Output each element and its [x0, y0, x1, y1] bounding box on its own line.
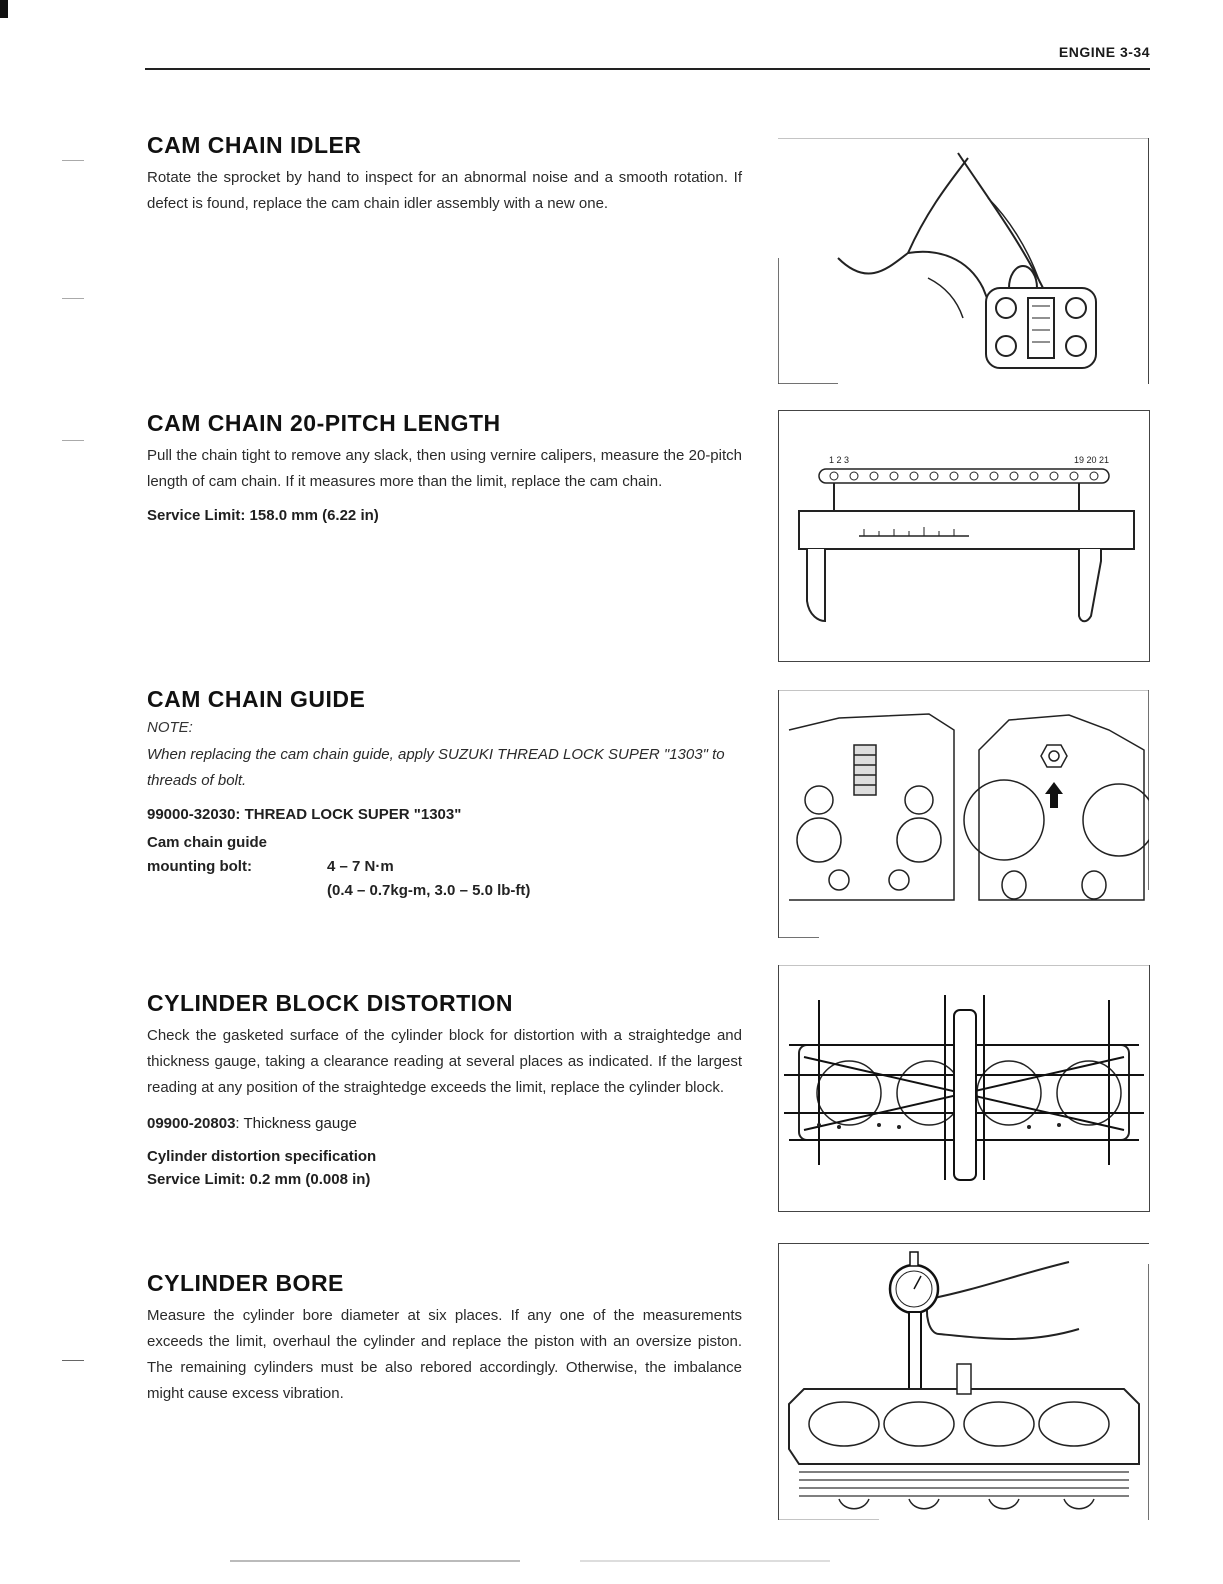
figure-chain-caliper [778, 410, 1150, 662]
torque-value: 4 – 7 N·m [327, 858, 394, 875]
section-heading: CYLINDER BORE [147, 1270, 344, 1296]
margin-tick [62, 298, 84, 299]
scan-edge-mark [0, 0, 8, 18]
torque-alt: (0.4 – 0.7kg-m, 3.0 – 5.0 lb-ft) [327, 882, 531, 899]
margin-tick [62, 160, 84, 161]
section-body: Measure the cylinder bore diameter at six places. If any one of the measurements exceeds the limit, overhaul the cylinder and replace the piston with an oversize piston. The remaining cylinders must be also rebored accordingly. Otherwise, the imbalance might cause excess vibration. [147, 1307, 742, 1402]
section-heading: CAM CHAIN IDLER [147, 132, 362, 158]
margin-tick [62, 440, 84, 441]
note-label: NOTE: [147, 719, 193, 736]
thread-lock-part: 99000-32030: THREAD LOCK SUPER "1303" [147, 806, 462, 823]
footer-line [230, 1560, 520, 1562]
section-heading: CYLINDER BLOCK DISTORTION [147, 990, 514, 1016]
figure-bore-gauge [778, 1243, 1149, 1520]
service-limit: Service Limit: 0.2 mm (0.008 in) [147, 1171, 371, 1188]
tool-name: : Thickness gauge [235, 1115, 357, 1132]
figure-guide-bolts [778, 690, 1149, 938]
section-body: Rotate the sprocket by hand to inspect for an abnormal noise and a smooth rotation. If defect is found, replace the cam chain idler assembly with a new one. [147, 169, 742, 212]
section-body: Check the gasketed surface of the cylinder block for distortion with a straightedge and thickness gauge, taking a clearance reading at several places as indicated. If the largest reading at any position of the straightedge exceeds the limit, replace the cylinder block. [147, 1027, 742, 1096]
header-title: ENGINE 3-34 [1058, 44, 1150, 60]
margin-tick [62, 1360, 84, 1361]
caliper-illustration [779, 411, 1149, 661]
tool-number: 09900-20803 [147, 1115, 236, 1132]
service-limit: Service Limit: 158.0 mm (6.22 in) [147, 507, 379, 524]
guide-bolts-illustration [779, 690, 1149, 938]
chain-label-right: 19 20 21 [1074, 455, 1110, 465]
torque-label: mounting bolt: [147, 858, 252, 875]
section-cam-chain-guide [147, 686, 742, 903]
section-cylinder-distortion [147, 990, 742, 1188]
figure-straightedge [778, 965, 1150, 1212]
torque-item: Cam chain guide [147, 834, 268, 851]
thickness-gauge [147, 1115, 742, 1132]
figure-idler-rotation [778, 138, 1149, 384]
idler-illustration [778, 138, 1148, 384]
page-header [145, 38, 1150, 70]
bore-gauge-illustration [779, 1244, 1149, 1520]
torque-row [147, 855, 742, 879]
section-cylinder-bore [147, 1270, 742, 1407]
section-heading: CAM CHAIN GUIDE [147, 686, 366, 712]
section-body: Pull the chain tight to remove any slack, then using vernire calipers, measure the 20-pitch length of cam chain. If it measures more than the limit, replace the cam chain. [147, 447, 742, 490]
section-cam-chain-pitch [147, 410, 742, 524]
torque-spec [147, 831, 742, 903]
section-heading: CAM CHAIN 20-PITCH LENGTH [147, 410, 501, 436]
straightedge-illustration [779, 965, 1149, 1211]
footer-line [580, 1560, 830, 1562]
chain-label-left: 1 2 3 [829, 455, 850, 465]
note-text: When replacing the cam chain guide, apply SUZUKI THREAD LOCK SUPER "1303" to threads of bolt. [147, 746, 725, 789]
spec-title: Cylinder distortion specification [147, 1148, 377, 1165]
section-cam-chain-idler [147, 132, 742, 217]
